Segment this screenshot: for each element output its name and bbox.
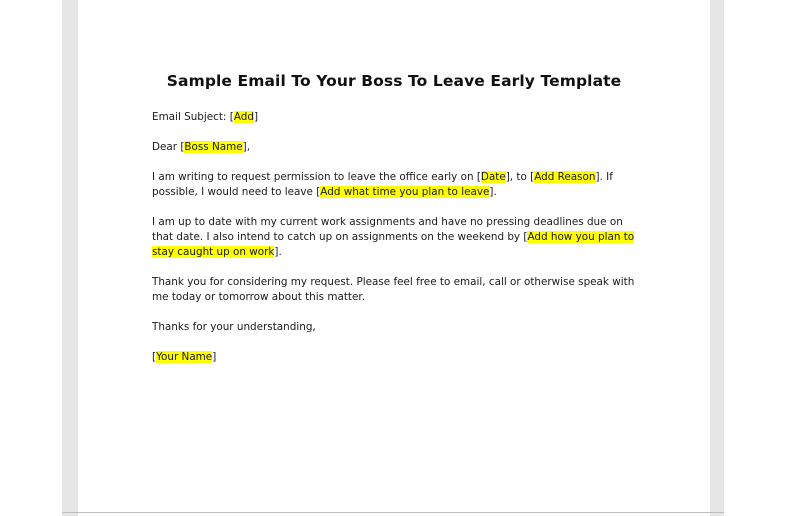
document-page (78, 0, 710, 512)
catch-up-plan-placeholder: Add how you plan to stay caught up on work (152, 231, 635, 258)
email-subject-prefix: Email Subject: [ (152, 111, 234, 123)
reason-placeholder: Add Reason (534, 171, 596, 183)
boss-name-placeholder: Boss Name (184, 141, 243, 153)
request-text-a: I am writing to request permission to leave the office early on [ (152, 171, 481, 183)
signature-line (152, 350, 642, 365)
request-paragraph (152, 170, 642, 200)
workload-text-a: I am up to date with my current work assignments and have no pressing deadlines due on that date. I also intend to catch up on assignments on the weekend by [ (152, 216, 623, 243)
your-name-placeholder: Your Name (156, 351, 213, 363)
workload-paragraph (152, 215, 642, 260)
signature-prefix: [ (152, 351, 157, 363)
email-subject-suffix: ] (253, 111, 259, 123)
thank-you-paragraph: Thank you for considering my request. Please feel free to email, call or otherwise speak with me today or tomorrow about this matter. (152, 276, 635, 303)
page-bottom-edge (62, 512, 724, 513)
request-text-c: ]. If possible, I would need to leave [ (152, 171, 613, 198)
document-body (152, 110, 642, 380)
right-page-gutter (710, 0, 724, 516)
date-placeholder: Date (480, 171, 506, 183)
email-subject-line (152, 110, 642, 125)
greeting-prefix: Dear [ (152, 141, 185, 153)
closing-line: Thanks for your understanding, (152, 321, 316, 333)
subject-placeholder: Add (233, 111, 254, 123)
request-text-b: ], to [ (505, 171, 535, 183)
leave-time-placeholder: Add what time you plan to leave (320, 186, 490, 198)
document-title: Sample Email To Your Boss To Leave Early Template (166, 72, 622, 90)
signature-suffix: ] (212, 351, 217, 363)
greeting-suffix: ], (242, 141, 251, 153)
greeting-line (152, 140, 642, 155)
workload-text-b: ]. (274, 246, 282, 258)
left-page-gutter (62, 0, 78, 516)
request-text-d: ]. (489, 186, 497, 198)
